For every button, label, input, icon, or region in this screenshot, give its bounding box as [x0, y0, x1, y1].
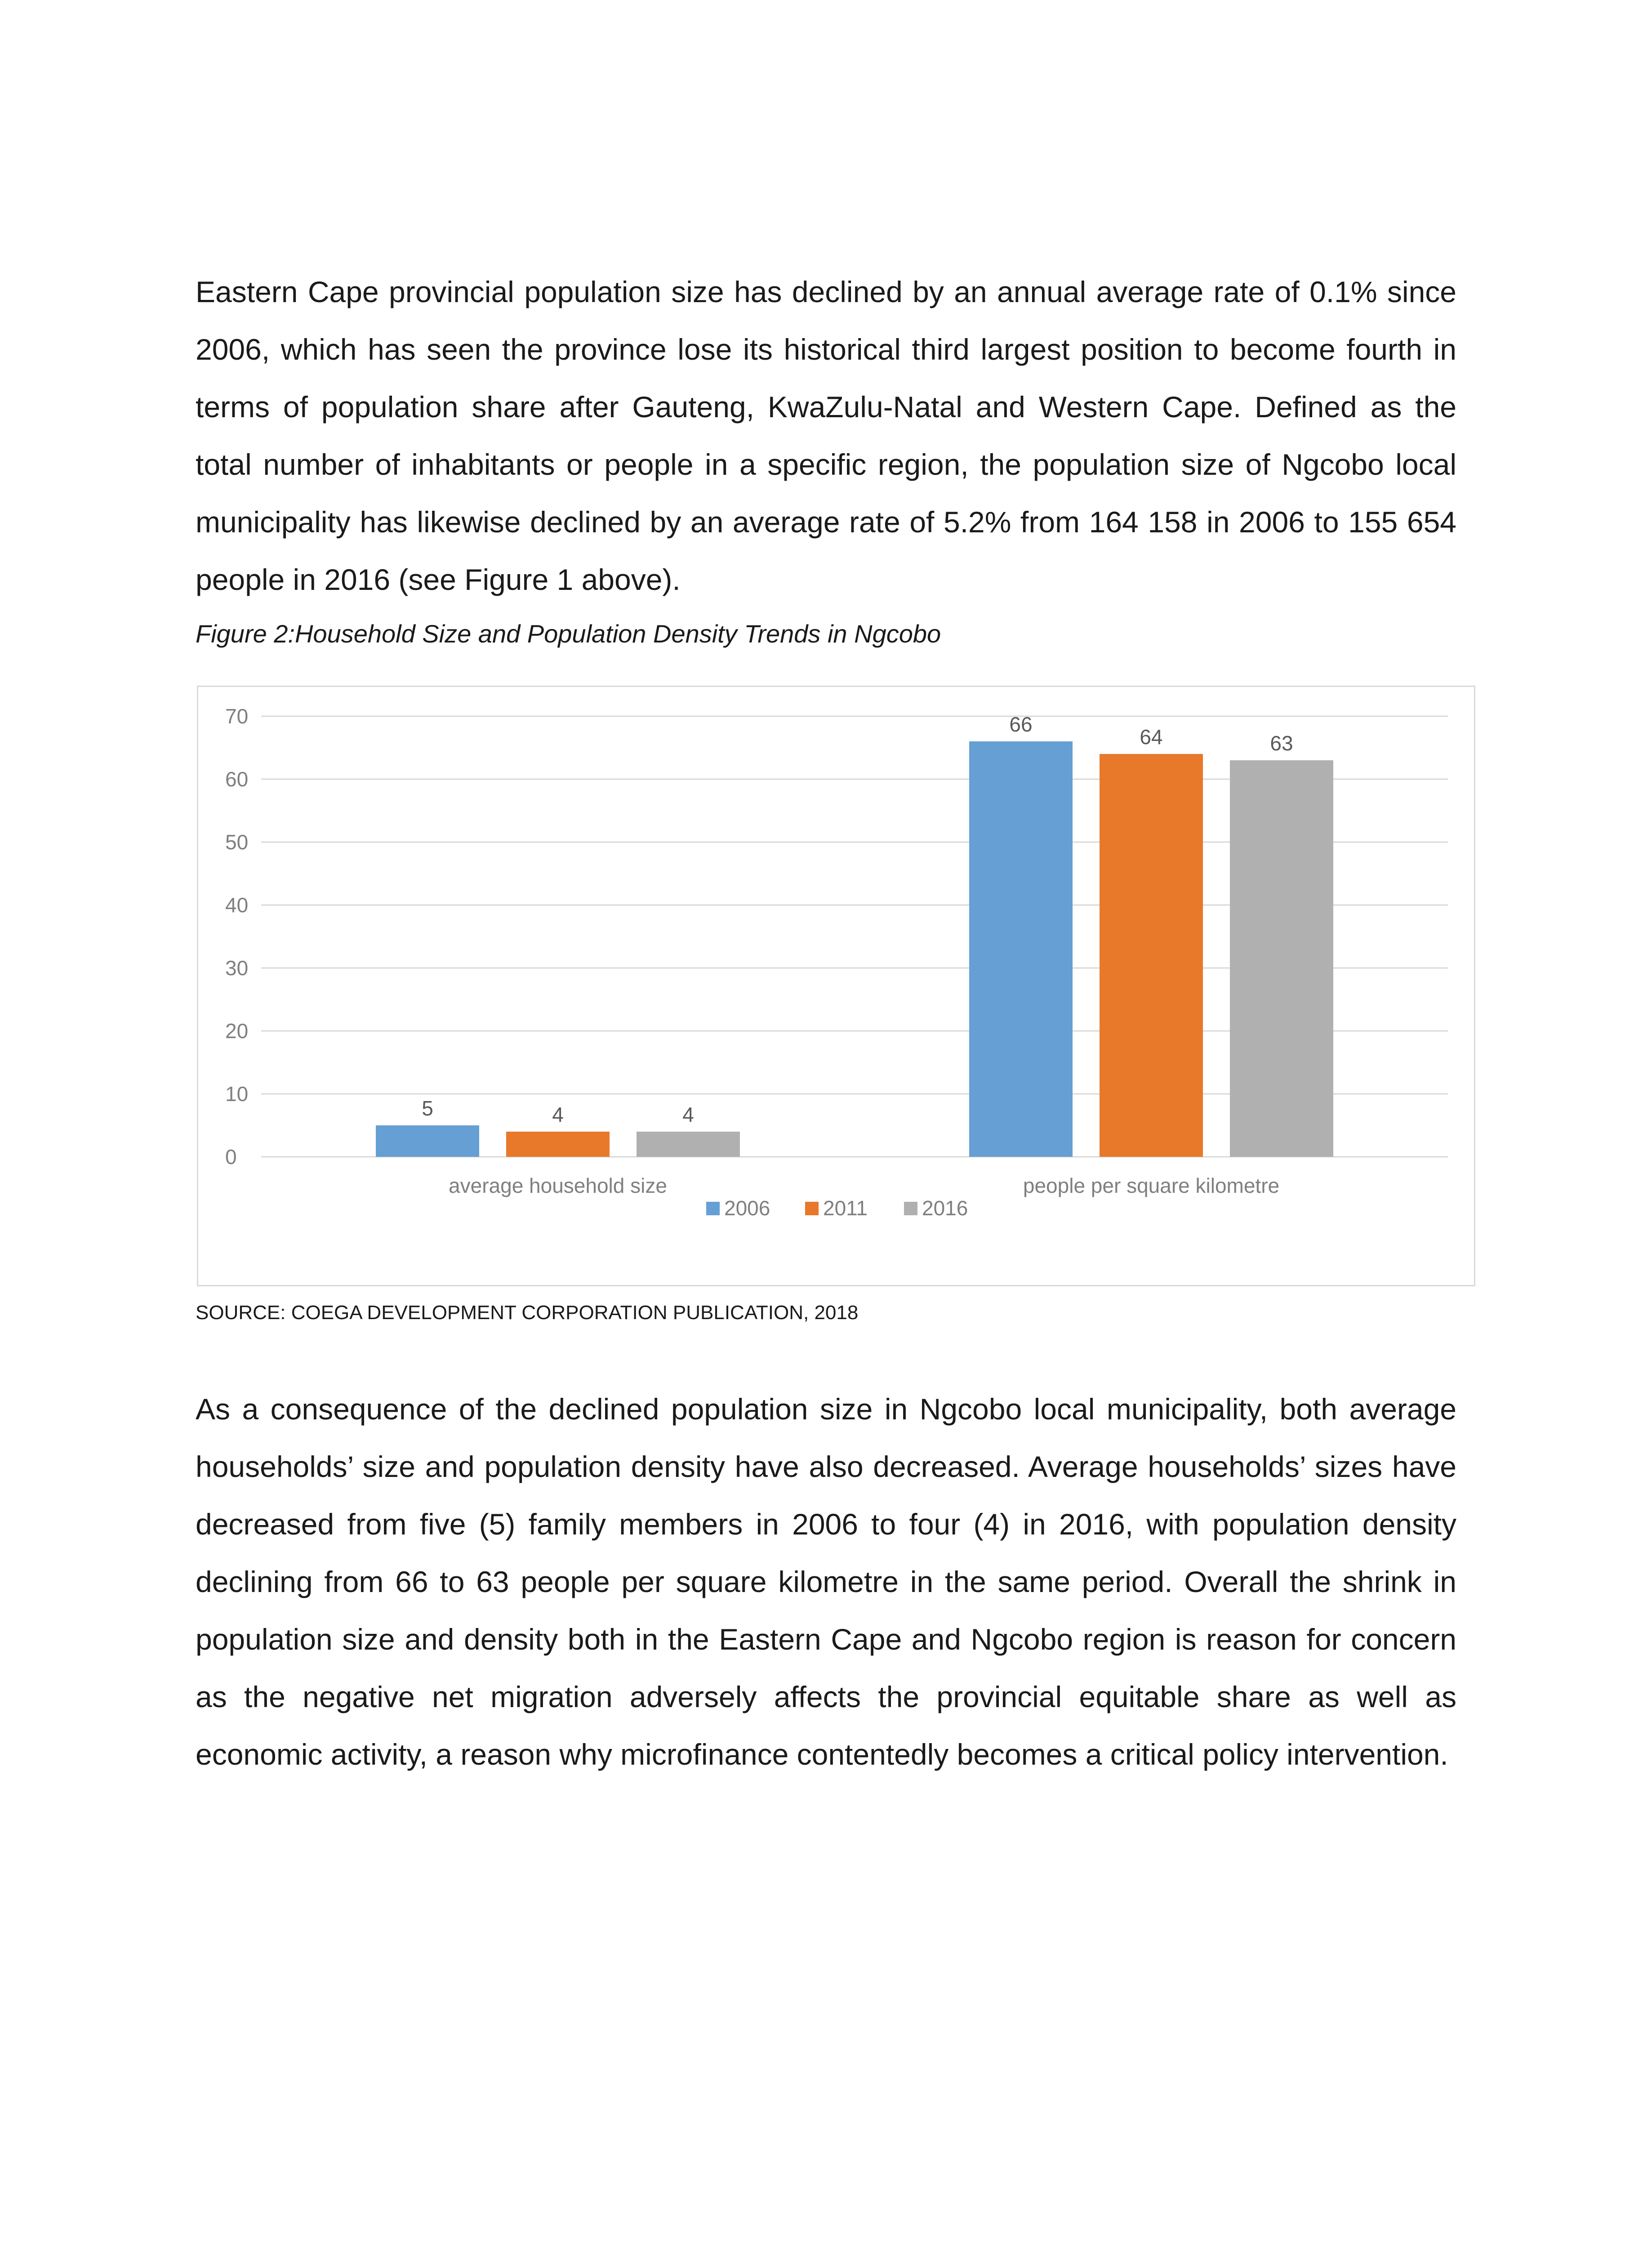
bar	[1230, 760, 1333, 1157]
y-tick-label: 60	[225, 767, 249, 791]
bar	[637, 1132, 740, 1157]
legend-swatch	[706, 1202, 720, 1215]
data-label: 4	[682, 1103, 694, 1126]
data-label: 66	[1009, 713, 1033, 736]
legend-swatch	[805, 1202, 819, 1215]
figure-caption: Figure 2:Household Size and Population Density Trends in Ngcobo	[196, 620, 941, 648]
x-tick-label: people per square kilometre	[1023, 1174, 1280, 1197]
data-label: 64	[1140, 725, 1163, 749]
legend-swatch	[904, 1202, 917, 1215]
paragraph-household-density: As a consequence of the declined population size in Ngcobo local municipality, both average households’ size and population density have also decreased. Average households’ sizes have decreased from five (5) family members in 2006 to four (4) in 2016, with population density declining from 66 to 63 people per square kilometre in the same period. Overall the shrink in population size and density both in the Eastern Cape and Ngcobo region is reason for concern as the negative net migration adversely affects the provincial equitable share as well as economic activity, a reason why microfinance contentedly becomes a critical policy intervention.	[196, 1392, 1456, 1771]
y-tick-label: 20	[225, 1019, 249, 1043]
source-note: SOURCE: COEGA DEVELOPMENT CORPORATION PUBLICATION, 2018	[196, 1302, 859, 1324]
y-tick-label: 0	[225, 1145, 237, 1169]
bar	[969, 741, 1073, 1157]
y-tick-label: 70	[225, 705, 249, 728]
y-tick-label: 30	[225, 956, 249, 980]
legend-label: 2016	[922, 1196, 968, 1220]
legend-label: 2011	[823, 1196, 868, 1220]
bar-chart	[197, 686, 1475, 1286]
bar	[1100, 754, 1203, 1157]
y-tick-label: 40	[225, 893, 249, 917]
x-tick-label: average household size	[449, 1174, 667, 1197]
bar	[376, 1125, 479, 1157]
data-label: 5	[422, 1097, 433, 1120]
chart-canvas	[198, 687, 1474, 1285]
y-tick-label: 50	[225, 830, 249, 854]
y-tick-label: 10	[225, 1082, 249, 1106]
bar	[506, 1132, 610, 1157]
data-label: 63	[1270, 731, 1293, 755]
paragraph-population-decline: Eastern Cape provincial population size has declined by an annual average rate of 0.1% since 2006, which has seen the province lose its historical third largest position to become fourth in terms of population share after Gauteng, KwaZulu-Natal and Western Cape. Defined as the total number of inhabitants or people in a specific region, the population size of Ngcobo local municipality has likewise declined by an average rate of 5.2% from 164 158 in 2006 to 155 654 people in 2016 (see Figure 1 above).	[196, 275, 1456, 596]
legend-label: 2006	[724, 1196, 770, 1220]
data-label: 4	[552, 1103, 564, 1126]
